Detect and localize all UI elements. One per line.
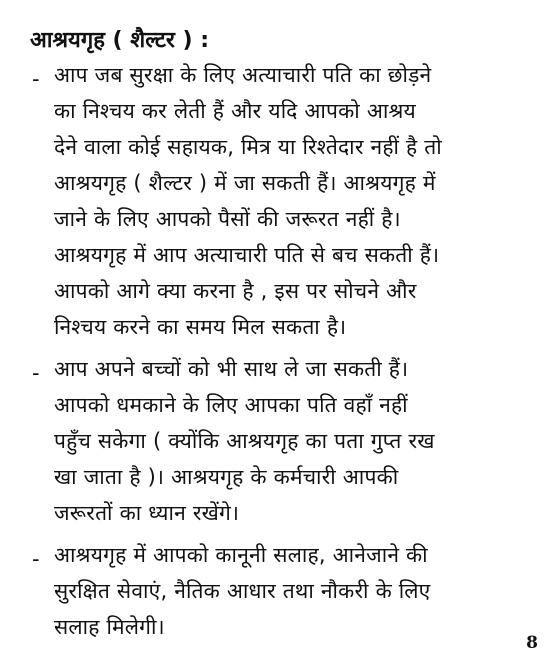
paragraph-line: पहुँच सकेगा ( क्योंकि आश्रयगृह का पता गुप्त रख bbox=[54, 429, 435, 453]
paragraph-line: जाने के लिए आपको पैसों की जरूरत नहीं है। bbox=[54, 207, 401, 231]
paragraph-line: आप जब सुरक्षा के लिए अत्याचारी पति का छोड़ने bbox=[54, 63, 432, 87]
paragraph-line: आश्रयगृह में आप अत्याचारी पति से बच सकती हैं। bbox=[54, 243, 440, 267]
paragraph-line: आश्रयगृह ( शैल्टर ) में जा सकती हैं। आश्रयगृह में bbox=[54, 171, 436, 195]
paragraph-line: आप अपने बच्चों को भी साथ ले जा सकती हैं। bbox=[54, 357, 409, 381]
page-number: 8 bbox=[526, 633, 538, 653]
paragraph-line: जरूरतों का ध्यान रखेंगे। bbox=[54, 501, 240, 525]
paragraph-line: सुरक्षित सेवाएं, नैतिक आधार तथा नौकरी के लिए bbox=[54, 579, 431, 603]
paragraph-line: खा जाता है )। आश्रयगृह के कर्मचारी आपकी bbox=[54, 465, 399, 489]
bullet-marker: - bbox=[32, 547, 40, 571]
paragraph-line: आश्रयगृह में आपको कानूनी सलाह, आनेजाने की bbox=[54, 543, 428, 567]
paragraph-line: देने वाला कोई सहायक, मित्र या रिश्तेदार नहीं है तो bbox=[54, 135, 442, 159]
section-heading: आश्रयगृह ( शैल्टर ) : bbox=[30, 28, 210, 53]
bullet-marker: - bbox=[32, 361, 40, 385]
paragraph-line: निश्चय करने का समय मिल सकता है। bbox=[54, 315, 347, 339]
paragraph-line: सलाह मिलेगी। bbox=[54, 615, 165, 639]
bullet-marker: - bbox=[32, 67, 40, 91]
paragraph-line: का निश्चय कर लेती हैं और यदि आपको आश्रय bbox=[54, 99, 416, 123]
paragraph-line: आपको धमकाने के लिए आपका पति वहाँ नहीं bbox=[54, 393, 408, 417]
paragraph-line: आपको आगे क्या करना है , इस पर सोचने और bbox=[54, 279, 417, 303]
